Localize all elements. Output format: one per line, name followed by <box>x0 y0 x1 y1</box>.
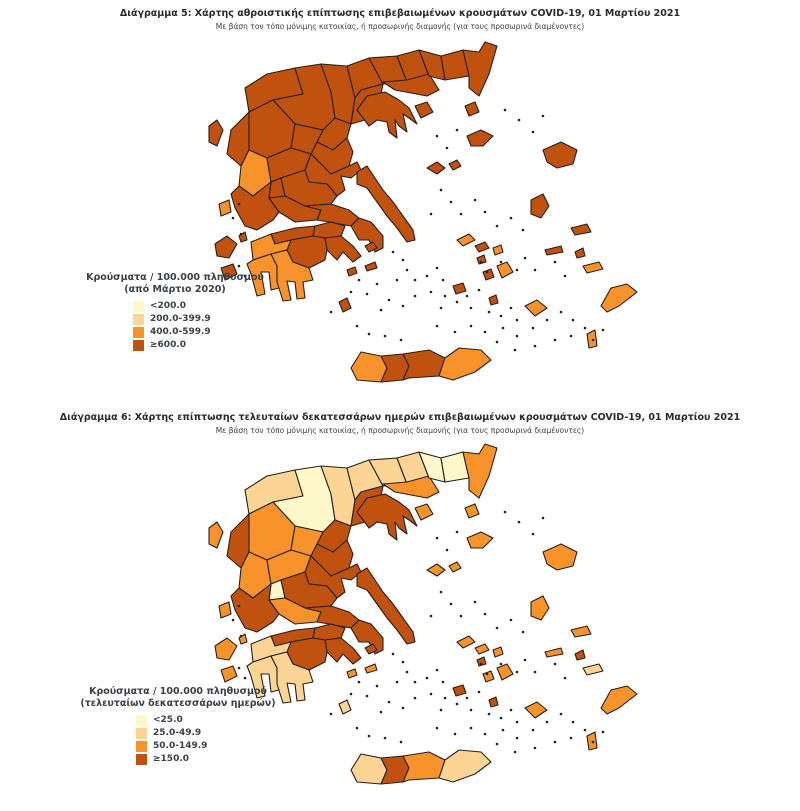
region-lefkada <box>219 200 231 216</box>
region-evros <box>463 42 497 96</box>
chart-title: Διάγραμμα 5: Χάρτης αθροιστικής επίπτωσης επιβεβαιωμένων κρουσμάτων COVID-19, 01 Μαρτίου 2021 <box>119 8 681 19</box>
region-thasos <box>415 504 433 520</box>
legend-title-line2: (από Μάρτιο 2020) <box>124 284 226 295</box>
legend-swatch <box>133 340 144 351</box>
islet-dot <box>516 721 519 724</box>
islet-dot <box>426 677 429 680</box>
region-lasithi <box>439 348 491 380</box>
islet-dot <box>486 673 489 676</box>
islet-dot <box>380 711 383 714</box>
islet-dot <box>542 517 545 520</box>
islet-dot <box>244 677 247 680</box>
islet-dot <box>510 619 513 622</box>
region-samos <box>571 626 591 637</box>
region-milos <box>453 283 466 294</box>
islet-dot <box>430 213 433 216</box>
islet-dot <box>546 721 549 724</box>
legend-title-line1: Κρούσματα / 100.000 πληθυσμού <box>86 272 264 283</box>
region-evros <box>463 444 497 498</box>
islet-dot <box>524 257 527 260</box>
region-kalymnos <box>575 248 585 258</box>
islet-dot <box>524 659 527 662</box>
islet-dot <box>350 291 353 294</box>
islet-dot <box>440 307 443 310</box>
islet-dot <box>480 261 483 264</box>
islet-dot <box>414 697 417 700</box>
legend <box>68 686 288 766</box>
region-chalkidiki <box>357 494 417 540</box>
islet-dot <box>542 115 545 118</box>
legend-swatch <box>136 754 147 765</box>
legend-swatch <box>136 728 147 739</box>
region-karpathos <box>587 330 597 348</box>
islet-dot <box>368 333 371 336</box>
islet-dot <box>402 305 405 308</box>
legend-item <box>133 339 285 352</box>
region-corfu <box>209 522 223 548</box>
region-mykonos <box>493 647 503 657</box>
islet-dot <box>358 279 361 282</box>
islet-dot <box>356 727 359 730</box>
islet-dot <box>570 335 573 338</box>
legend-title-line1: Κρούσματα / 100.000 πληθυσμού <box>89 686 267 697</box>
region-lemnos <box>467 532 493 548</box>
islet-dot <box>440 189 443 192</box>
islet-dot <box>532 533 535 536</box>
islet-dot <box>480 663 483 666</box>
islet-dot <box>450 603 453 606</box>
islet-dot <box>380 309 383 312</box>
region-samothrace <box>465 102 479 116</box>
islet-dot <box>460 213 463 216</box>
region-sporades_b <box>449 562 461 572</box>
islet-dot <box>466 697 469 700</box>
islet-dot <box>564 275 567 278</box>
islet-dot <box>238 605 241 608</box>
region-kythira <box>339 298 351 312</box>
islet-dot <box>592 339 595 342</box>
islet-dot <box>436 267 439 270</box>
legend-label: ≥150.0 <box>153 754 190 764</box>
islet-dot <box>456 129 459 132</box>
islet-dot <box>484 331 487 334</box>
islet-dot <box>436 727 439 730</box>
islet-dot <box>232 619 235 622</box>
islet-dot <box>392 653 395 656</box>
islet-dot <box>384 737 387 740</box>
legend-swatch <box>133 301 144 312</box>
legend-label: <25.0 <box>153 715 183 725</box>
region-kos <box>583 262 603 273</box>
islet-dot <box>330 713 333 716</box>
islet-dot <box>500 315 503 318</box>
islet-dot <box>546 319 549 322</box>
islet-dot <box>358 681 361 684</box>
islet-dot <box>516 671 519 674</box>
islet-dot <box>232 217 235 220</box>
islet-dot <box>350 693 353 696</box>
region-spetses <box>347 267 357 276</box>
region-santorini <box>489 697 498 707</box>
islet-dot <box>440 591 443 594</box>
islet-dot <box>402 259 405 262</box>
islet-dot <box>430 291 433 294</box>
region-spetses <box>347 669 357 678</box>
islet-dot <box>440 709 443 712</box>
region-lesbos <box>543 142 577 168</box>
region-kefalonia <box>215 236 237 258</box>
legend-item <box>136 727 288 740</box>
islet-dot <box>470 325 473 328</box>
islet-dot <box>532 131 535 134</box>
legend-item <box>136 714 288 727</box>
islet-dot <box>496 743 499 746</box>
islet-dot <box>406 671 409 674</box>
islet-dot <box>500 663 503 666</box>
islet-dot <box>446 147 449 150</box>
islet-dot <box>442 279 445 282</box>
islet-dot <box>396 681 399 684</box>
islet-dot <box>474 601 477 604</box>
region-andros <box>457 636 475 648</box>
region-kalymnos <box>575 650 585 660</box>
islet-dot <box>470 709 473 712</box>
islet-dot <box>534 345 537 348</box>
islet-dot <box>444 697 447 700</box>
islet-dot <box>376 685 379 688</box>
legend-items <box>133 300 285 352</box>
islet-dot <box>366 293 369 296</box>
region-sporades_b <box>449 160 461 170</box>
region-tinos <box>475 242 489 252</box>
legend <box>65 272 285 352</box>
region-samothrace <box>465 504 479 518</box>
islet-dot <box>444 295 447 298</box>
legend-label: 200.0-399.9 <box>150 314 211 324</box>
region-ikaria <box>545 246 563 255</box>
islet-dot <box>486 271 489 274</box>
legend-label: <200.0 <box>150 301 187 311</box>
islet-dot <box>426 275 429 278</box>
islet-dot <box>470 727 473 730</box>
region-mykonos <box>493 245 503 255</box>
islet-dot <box>496 341 499 344</box>
islet-dot <box>446 549 449 552</box>
islet-dot <box>406 269 409 272</box>
islet-dot <box>488 713 491 716</box>
islet-dot <box>602 731 605 734</box>
islet-dot <box>564 677 567 680</box>
region-lefkada <box>219 602 231 618</box>
islet-dot <box>478 289 481 292</box>
region-argolis <box>325 638 361 664</box>
islet-dot <box>356 325 359 328</box>
islet-dot <box>436 537 439 540</box>
region-argolis <box>325 236 361 262</box>
region-kos <box>583 664 603 675</box>
islet-dot <box>554 741 557 744</box>
region-santorini <box>489 295 498 305</box>
legend-item <box>133 300 285 313</box>
islet-dot <box>436 135 439 138</box>
islet-dot <box>238 667 241 670</box>
islet-dot <box>460 615 463 618</box>
islet-dot <box>514 349 517 352</box>
legend-label: 50.0-149.9 <box>153 741 208 751</box>
islet-dot <box>470 307 473 310</box>
islet-dot <box>474 199 477 202</box>
region-naxos <box>497 262 513 278</box>
region-tinos <box>475 644 489 654</box>
islet-dot <box>376 283 379 286</box>
islet-dot <box>238 265 241 268</box>
islet-dot <box>430 693 433 696</box>
islet-dot <box>414 681 417 684</box>
region-amorgos <box>525 702 547 718</box>
region-paros <box>483 269 494 280</box>
region-andros <box>457 234 475 246</box>
islet-dot <box>466 295 469 298</box>
region-lesbos <box>543 544 577 570</box>
islet-dot <box>534 269 537 272</box>
islet-dot <box>400 339 403 342</box>
islet-dot <box>478 691 481 694</box>
islet-dot <box>488 311 491 314</box>
islet-dot <box>510 217 513 220</box>
islet-dot <box>602 329 605 332</box>
islet-dot <box>392 251 395 254</box>
legend-item <box>136 740 288 753</box>
islet-dot <box>456 301 459 304</box>
islet-dot <box>450 201 453 204</box>
region-rhodes <box>601 284 637 312</box>
figure-14day-map <box>0 406 800 811</box>
islet-dot <box>570 737 573 740</box>
islet-dot <box>496 225 499 228</box>
chart-subtitle: Με βάση τον τόπο μόνιμης κατοικίας, ή προσωρινής διαμονής (για τους προσωρινά διαμένοντες) <box>215 22 585 31</box>
region-kefalonia <box>215 638 237 660</box>
islet-dot <box>504 109 507 112</box>
legend-items <box>136 714 288 766</box>
islet-dot <box>592 741 595 744</box>
region-kythira <box>339 700 351 714</box>
islet-dot <box>534 671 537 674</box>
islet-dot <box>238 203 241 206</box>
islet-dot <box>584 327 587 330</box>
islet-dot <box>504 511 507 514</box>
islet-dot <box>500 261 503 264</box>
islet-dot <box>510 709 513 712</box>
islet-dot <box>396 279 399 282</box>
region-paros <box>483 671 494 682</box>
region-zakynthos <box>221 666 237 682</box>
islet-dot <box>414 279 417 282</box>
region-lemnos <box>467 130 493 146</box>
islet-dot <box>518 521 521 524</box>
region-amorgos <box>525 300 547 316</box>
islet-dot <box>240 635 243 638</box>
region-corfu <box>209 120 223 146</box>
islet-dot <box>484 733 487 736</box>
islet-dot <box>554 339 557 342</box>
region-chios <box>531 596 549 620</box>
islet-dot <box>402 707 405 710</box>
region-thasos <box>415 102 433 118</box>
islet-dot <box>414 295 417 298</box>
islet-dot <box>454 733 457 736</box>
islet-dot <box>496 627 499 630</box>
islet-dot <box>522 631 525 634</box>
islet-dot <box>436 669 439 672</box>
islet-dot <box>330 311 333 314</box>
islet-dot <box>532 729 535 732</box>
chart-title: Διάγραμμα 6: Χάρτης επίπτωσης τελευταίων δεκατεσσάρων ημερών επιβεβαιωμένων κρουσμάτων COVID-19, 01 Μαρτίου 2021 <box>59 412 741 423</box>
islet-dot <box>522 229 525 232</box>
legend-label: ≥600.0 <box>150 340 187 350</box>
region-naxos <box>497 664 513 680</box>
islet-dot <box>516 319 519 322</box>
region-sporades_a <box>427 564 445 576</box>
legend-swatch <box>136 715 147 726</box>
legend-swatch <box>133 327 144 338</box>
islet-dot <box>442 681 445 684</box>
islet-dot <box>368 735 371 738</box>
islet-dot <box>554 261 557 264</box>
islet-dot <box>400 741 403 744</box>
region-hydra <box>365 664 377 673</box>
islet-dot <box>484 613 487 616</box>
region-ikaria <box>545 648 563 657</box>
legend-item <box>133 326 285 339</box>
islet-dot <box>430 615 433 618</box>
islet-dot <box>456 703 459 706</box>
islet-dot <box>384 335 387 338</box>
region-sporades_a <box>427 162 445 174</box>
islet-dot <box>436 325 439 328</box>
islet-dot <box>366 695 369 698</box>
islet-dot <box>240 233 243 236</box>
islet-dot <box>502 729 505 732</box>
islet-dot <box>554 663 557 666</box>
islet-dot <box>572 319 575 322</box>
legend-swatch <box>136 741 147 752</box>
region-lasithi <box>439 750 491 782</box>
legend-title-line2: (τελευταίων δεκατεσσάρων ημερών) <box>80 698 276 709</box>
islet-dot <box>584 729 587 732</box>
islet-dot <box>454 331 457 334</box>
islet-dot <box>534 747 537 750</box>
legend-label: 25.0-49.9 <box>153 728 202 738</box>
islet-dot <box>518 119 521 122</box>
islet-dot <box>560 713 563 716</box>
legend-item <box>136 753 288 766</box>
region-rhodes <box>601 686 637 714</box>
region-hydra <box>365 262 377 271</box>
islet-dot <box>510 307 513 310</box>
islet-dot <box>516 335 519 338</box>
islet-dot <box>456 531 459 534</box>
chart-subtitle: Με βάση τον τόπο μόνιμης κατοικίας, ή προσωρινής διαμονής (για τους προσωρινά διαμένοντες) <box>215 426 585 435</box>
legend-label: 400.0-599.9 <box>150 327 211 337</box>
islet-dot <box>516 737 519 740</box>
islet-dot <box>500 717 503 720</box>
islet-dot <box>402 661 405 664</box>
islet-dot <box>560 311 563 314</box>
islet-dot <box>532 327 535 330</box>
legend-item <box>133 313 285 326</box>
islet-dot <box>514 751 517 754</box>
islet-dot <box>484 211 487 214</box>
region-chios <box>531 194 549 218</box>
legend-swatch <box>133 314 144 325</box>
region-karpathos <box>587 732 597 750</box>
islet-dot <box>388 299 391 302</box>
region-milos <box>453 685 466 696</box>
islet-dot <box>516 269 519 272</box>
islet-dot <box>388 701 391 704</box>
region-samos <box>571 224 591 235</box>
islet-dot <box>502 327 505 330</box>
region-chalkidiki <box>357 92 417 138</box>
islet-dot <box>572 721 575 724</box>
